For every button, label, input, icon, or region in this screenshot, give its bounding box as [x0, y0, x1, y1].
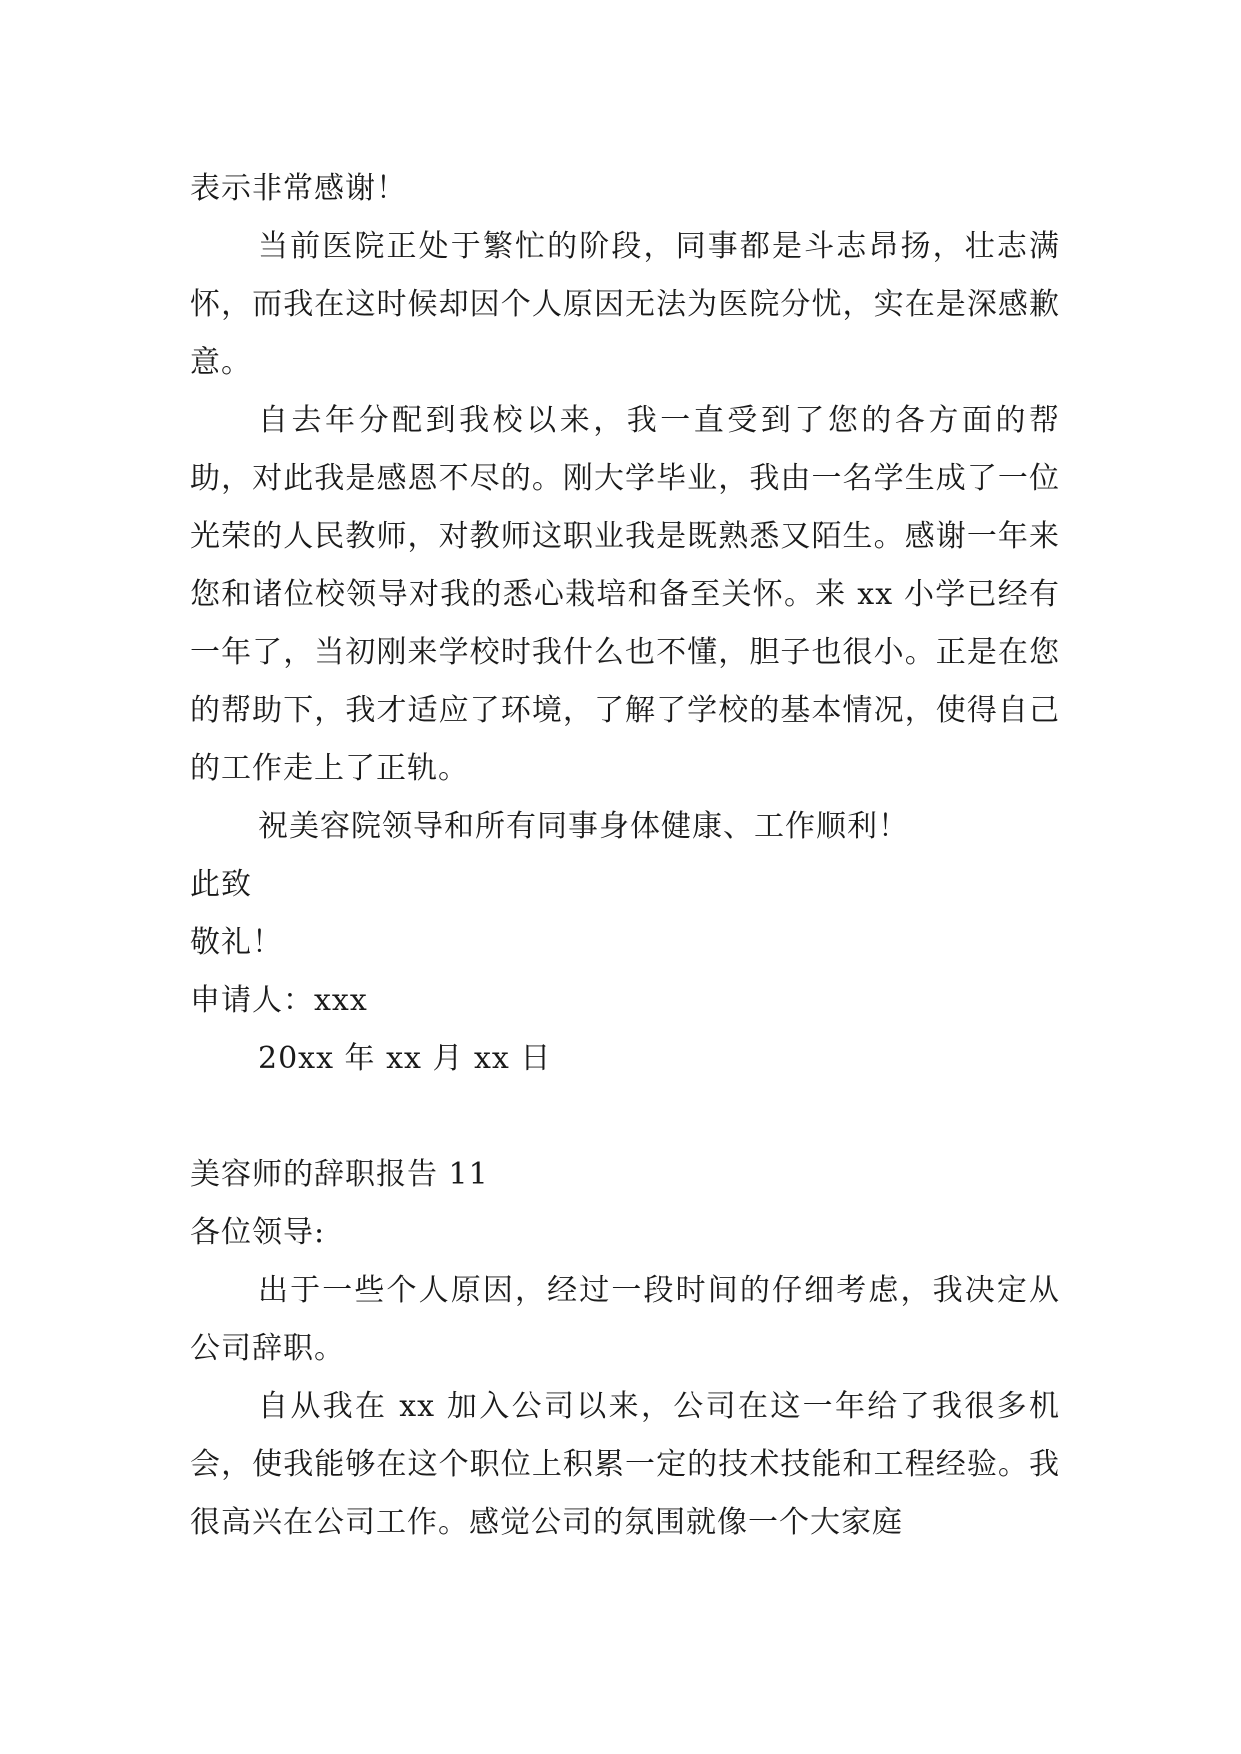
- paragraph: 自去年分配到我校以来，我一直受到了您的各方面的帮助，对此我是感恩不尽的。刚大学毕业，我由一名学生成了一位光荣的人民教师，对教师这职业我是既熟悉又陌生。感谢一年来您和诸位校领导对我的悉心栽培和备至关怀。来 xx 小学已经有一年了，当初刚来学校时我什么也不懂，胆子也很小。正是在您的帮助下，我才适应了环境，了解了学校的基本情况，使得自己的工作走上了正轨。: [190, 403, 1060, 786]
- report-title: 美容师的辞职报告 11: [190, 1157, 489, 1192]
- document-page: [190, 160, 1060, 1552]
- salutation: 各位领导:: [190, 1215, 326, 1250]
- paragraph: 当前医院正处于繁忙的阶段，同事都是斗志昂扬，壮志满怀，而我在这时候却因个人原因无法为医院分忧，实在是深感歉意。: [190, 229, 1060, 380]
- applicant-line: 申请人：xxx: [190, 983, 368, 1018]
- paragraph: 出于一些个人原因，经过一段时间的仔细考虑，我决定从公司辞职。: [190, 1273, 1060, 1366]
- closing-line: 此致: [190, 867, 252, 902]
- section-gap: [190, 1088, 1060, 1146]
- closing-line: 敬礼！: [190, 925, 283, 960]
- paragraph: 祝美容院领导和所有同事身体健康、工作顺利！: [258, 809, 909, 844]
- text-line: 表示非常感谢！: [190, 171, 407, 206]
- date-line: 20xx 年 xx 月 xx 日: [258, 1041, 552, 1076]
- paragraph: 自从我在 xx 加入公司以来，公司在这一年给了我很多机会，使我能够在这个职位上积累一定的技术技能和工程经验。我很高兴在公司工作。感觉公司的氛围就像一个大家庭: [190, 1389, 1060, 1540]
